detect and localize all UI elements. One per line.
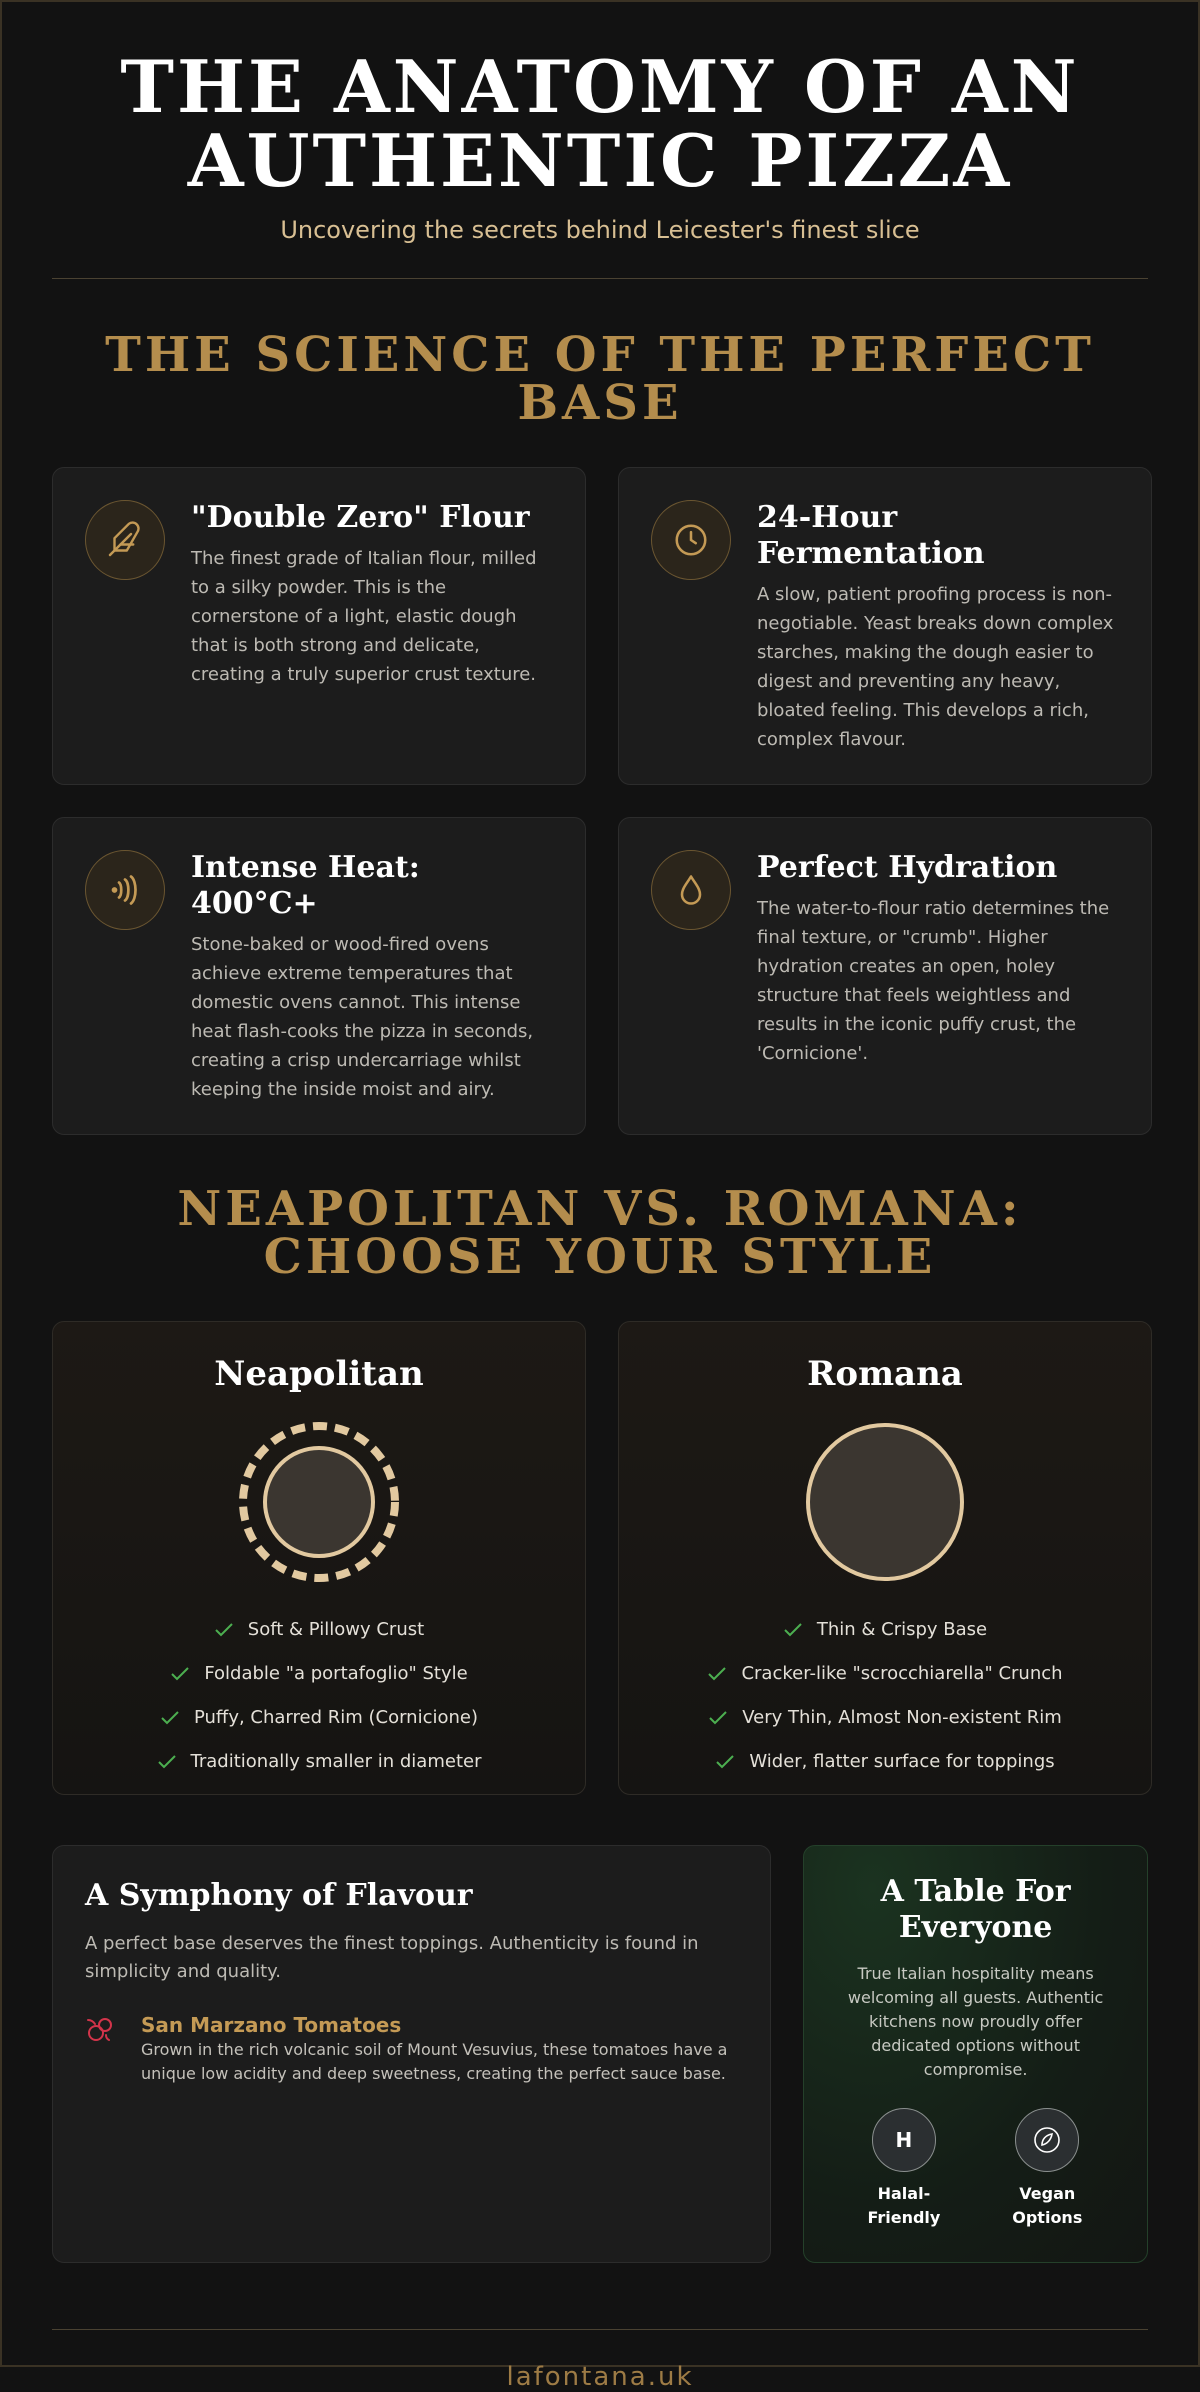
halal-badge — [844, 2108, 964, 2230]
style-comparison — [52, 1321, 1148, 1795]
list-item: Very Thin, Almost Non-existent Rim — [619, 1696, 1151, 1740]
science-card-hydration — [618, 817, 1152, 1135]
bottom-section — [52, 1845, 1148, 2263]
check-icon — [708, 1710, 728, 1726]
style-name: Romana — [807, 1354, 963, 1394]
card-text: Stone-baked or wood-fired ovens achieve extreme temperatures that domestic ovens cannot. This intense heat flash-cooks the pizza in seconds, creating a crisp undercarriage whilst keeping the inside moist and airy. — [191, 934, 534, 1100]
footer-site-link[interactable]: lafontana.uk — [506, 2362, 694, 2392]
list-item: Traditionally smaller in diameter — [53, 1740, 585, 1784]
check-icon — [157, 1754, 177, 1770]
card-title: 24-Hour Fermentation — [757, 500, 985, 571]
romana-card — [618, 1321, 1152, 1795]
check-icon — [783, 1622, 803, 1638]
dietary-badges — [832, 2108, 1119, 2230]
vegan-leaf-icon — [1015, 2108, 1079, 2172]
card-title: Perfect Hydration — [757, 850, 1058, 885]
table-text: True Italian hospitality means welcoming all guests. Authentic kitchens now proudly offer dedicated options without compromise. — [847, 1964, 1104, 2079]
flavour-card — [52, 1845, 771, 2263]
list-item: Wider, flatter surface for toppings — [619, 1740, 1151, 1784]
check-icon — [170, 1666, 190, 1682]
badge-label: Halal-Friendly — [867, 2184, 941, 2227]
neapolitan-feature-list — [53, 1608, 585, 1784]
card-title: "Double Zero" Flour — [191, 500, 530, 535]
card-text: The finest grade of Italian flour, milled to a silky powder. This is the cornerstone of a light, elastic dough that is both strong and delicate, creating a truly superior crust texture. — [191, 548, 537, 685]
neapolitan-card — [52, 1321, 586, 1795]
list-item: Foldable "a portafoglio" Style — [53, 1652, 585, 1696]
water-drop-icon — [651, 850, 731, 930]
list-item: Puffy, Charred Rim (Cornicione) — [53, 1696, 585, 1740]
romana-feature-list — [619, 1608, 1151, 1784]
check-icon — [160, 1710, 180, 1726]
card-text: The water-to-flour ratio determines the final texture, or "crumb". Higher hydration creates an open, holey structure that feels weightless and results in the iconic puffy crust, the 'Cornicione'. — [757, 898, 1110, 1064]
science-section-title: THE SCIENCE OF THE PERFECT BASE — [105, 327, 1095, 431]
page-header — [52, 2, 1148, 244]
romana-pizza-icon — [619, 1420, 1151, 1584]
card-text: A slow, patient proofing process is non-negotiable. Yeast breaks down complex starches, making the dough easier to digest and preventing any heavy, bloated feeling. This develops a rich, complex flavour. — [757, 584, 1114, 750]
list-item: Thin & Crispy Base — [619, 1608, 1151, 1652]
heat-waves-icon — [85, 850, 165, 930]
list-item: Cracker-like "scrocchiarella" Crunch — [619, 1652, 1151, 1696]
check-icon — [214, 1622, 234, 1638]
science-card-fermentation — [618, 467, 1152, 785]
card-title: Intense Heat: 400°C+ — [191, 850, 420, 921]
footer-divider — [52, 2329, 1148, 2330]
style-section-title: NEAPOLITAN VS. ROMANA: CHOOSE YOUR STYLE — [177, 1181, 1023, 1285]
check-icon — [715, 1754, 735, 1770]
science-card-flour — [52, 467, 586, 785]
clock-icon — [651, 500, 731, 580]
vegan-badge — [987, 2108, 1107, 2230]
flavour-intro: A perfect base deserves the finest toppings. Authenticity is found in simplicity and quality. — [85, 1933, 699, 1982]
header-divider — [52, 278, 1148, 279]
page-title: THE ANATOMY OF AN AUTHENTIC PIZZA — [120, 44, 1080, 203]
check-icon — [707, 1666, 727, 1682]
list-item: Soft & Pillowy Crust — [53, 1608, 585, 1652]
science-grid — [52, 467, 1148, 1135]
ingredient-item — [85, 2012, 738, 2086]
ingredient-text: Grown in the rich volcanic soil of Mount Vesuvius, these tomatoes have a unique low acidity and deep sweetness, creating the perfect sauce base. — [141, 2040, 728, 2083]
table-title: A Table For Everyone — [880, 1874, 1071, 1945]
table-for-everyone-card — [803, 1845, 1148, 2263]
feather-icon — [85, 500, 165, 580]
badge-label: Vegan Options — [1012, 2184, 1083, 2227]
tomato-icon — [85, 2014, 115, 2086]
science-card-heat — [52, 817, 586, 1135]
ingredient-name: San Marzano Tomatoes — [141, 2013, 402, 2037]
neapolitan-pizza-icon — [53, 1420, 585, 1584]
halal-icon: H — [872, 2108, 936, 2172]
style-name: Neapolitan — [214, 1354, 424, 1394]
page-subtitle: Uncovering the secrets behind Leicester's finest slice — [280, 216, 920, 244]
flavour-title: A Symphony of Flavour — [85, 1878, 473, 1913]
